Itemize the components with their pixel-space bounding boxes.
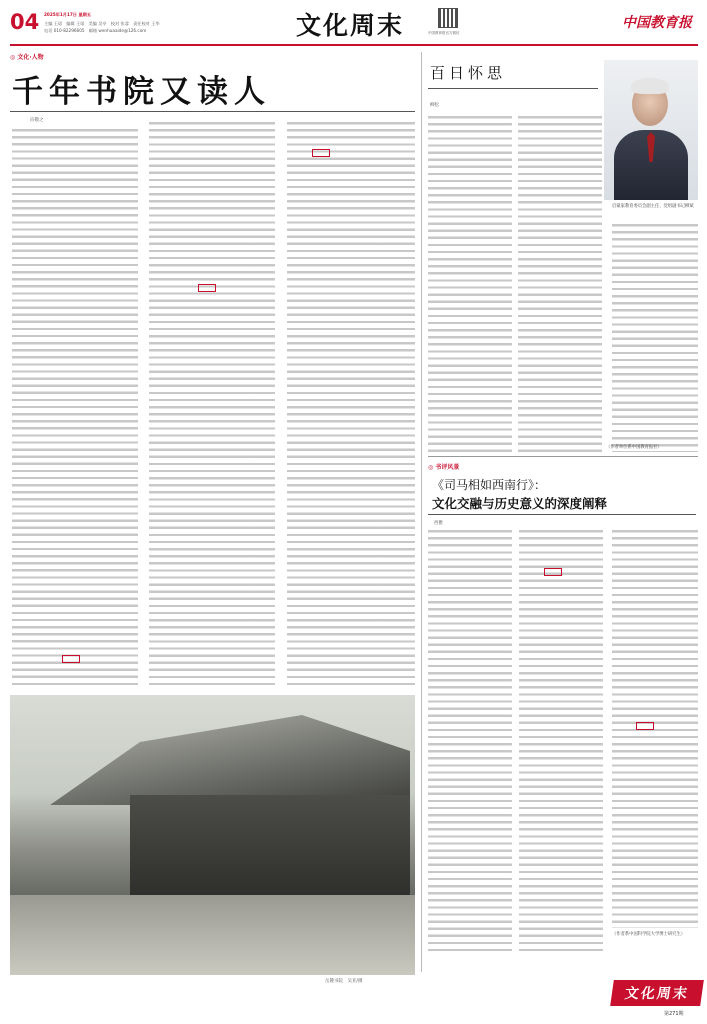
portrait-caption: 启蒙家教育委员会副主任、党组副书记柳斌 bbox=[612, 204, 694, 209]
right-bottom-col-1 bbox=[428, 528, 512, 953]
left-article bbox=[10, 52, 417, 984]
section-title: 文化周末 bbox=[296, 11, 405, 40]
book-title-line1: 《司马相如西南行》： bbox=[432, 478, 547, 492]
left-article-byline: 向敬之 bbox=[30, 118, 44, 123]
column-divider bbox=[421, 52, 422, 972]
right-top-ending: （作者单位系中国教育报社） bbox=[606, 445, 662, 450]
right-bottom-col-2 bbox=[519, 528, 603, 953]
review-byline: 西雅 bbox=[434, 521, 443, 526]
ground-shape bbox=[10, 895, 415, 975]
roof-shape bbox=[50, 715, 410, 805]
right-section-tag: ◎ 书评风景 bbox=[428, 464, 460, 471]
right-top-byline: 柳松 bbox=[430, 103, 439, 108]
right-section-divider bbox=[428, 456, 698, 457]
portrait-hair bbox=[631, 78, 669, 94]
review-section-marker-2 bbox=[636, 722, 654, 730]
qr-code[interactable] bbox=[438, 8, 458, 28]
tag-marker-icon: ◎ bbox=[10, 54, 16, 61]
image-caption: 岳麓书院 吴亚/摄 bbox=[325, 979, 363, 984]
right-bottom-ending: （作者系中国科学院大学博士研究生） bbox=[612, 932, 686, 937]
contact-info: 电话 010-82296605 邮箱 wenhuaaide@126.com bbox=[44, 28, 147, 33]
academy-image bbox=[10, 695, 415, 975]
left-col-2 bbox=[149, 120, 275, 687]
section-marker-2 bbox=[312, 149, 330, 157]
tag-marker-icon: ◎ bbox=[428, 464, 434, 471]
editor-credits: 主编 王珺 编辑 王珺 美编 吴亭 校对 张睿 责任校对 王华 bbox=[44, 21, 160, 26]
masthead-rule bbox=[10, 44, 698, 46]
section-marker-3 bbox=[62, 655, 80, 663]
right-top-col-2 bbox=[518, 114, 602, 452]
footer-stamp-text: 文化周末 bbox=[623, 986, 690, 1002]
masthead bbox=[10, 4, 700, 44]
issue-date: 2025年1月17日 bbox=[44, 12, 77, 17]
left-section-tag: ◎ 文化·人物 bbox=[10, 54, 44, 61]
review-title-rule bbox=[428, 514, 696, 515]
issue-weekday: 星期五 bbox=[78, 12, 92, 17]
newspaper-logo: 中国教育报 bbox=[622, 15, 692, 31]
qr-caption: 中国教育报官方微信 bbox=[428, 31, 460, 35]
review-section-marker bbox=[544, 568, 562, 576]
right-bottom-article bbox=[428, 462, 698, 972]
right-top-col-1 bbox=[428, 114, 512, 452]
issue-number: 第271期 bbox=[664, 1011, 684, 1017]
title-underline bbox=[10, 111, 415, 112]
footer-stamp bbox=[610, 980, 704, 1006]
left-col-1 bbox=[12, 127, 138, 687]
portrait-photo bbox=[604, 60, 698, 200]
right-top-title: 百日怀思 bbox=[430, 64, 507, 82]
left-col-3 bbox=[287, 120, 415, 687]
left-article-title: 千年书院又读人 bbox=[12, 74, 271, 110]
right-bottom-col-3 bbox=[612, 528, 698, 928]
right-top-article bbox=[428, 52, 698, 452]
building-shape bbox=[130, 795, 410, 895]
book-title-line2: 文化交融与历史意义的深度阐释 bbox=[432, 496, 608, 511]
title-box-rule bbox=[428, 88, 598, 89]
right-top-col-3 bbox=[612, 222, 698, 452]
section-marker-1 bbox=[198, 284, 216, 292]
page-number: 04 bbox=[10, 10, 40, 34]
